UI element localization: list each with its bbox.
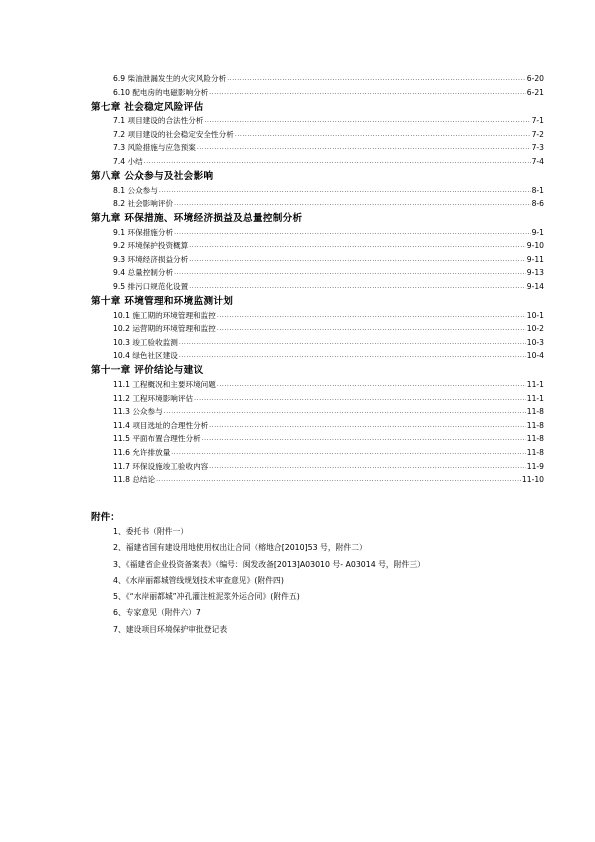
toc-page-number: 9-11 [526, 254, 544, 264]
toc-page-number: 9-10 [526, 241, 544, 251]
toc-entry[interactable] [91, 309, 544, 323]
dot-leader [179, 349, 526, 363]
dot-leader [189, 280, 526, 294]
toc-entry-title: 11.5 平面布置合理性分析 [113, 434, 201, 444]
dot-leader [144, 155, 531, 169]
attachment-item: 3、《福建省企业投资备案表》（编号：闽发改备[2013]A03010 号- A03014 号，附件三） [113, 559, 425, 569]
toc-entry-title: 7.4 小结 [113, 156, 143, 166]
attachments-title: 附件： [91, 512, 120, 523]
toc-page-number: 10-1 [526, 310, 544, 320]
dot-leader [174, 266, 526, 280]
toc-entry-title: 10.4 绿色社区建设 [113, 351, 178, 361]
toc-page-number: 11-8 [526, 420, 544, 430]
attachment-item: 1、委托书（附件一） [113, 527, 189, 536]
toc-chapter-heading[interactable]: 第八章 公众参与及社会影响 [91, 170, 214, 182]
toc-entry-title: 9.3 环境经济损益分析 [113, 254, 189, 264]
toc-entry-title: 9.2 环境保护投资概算 [113, 241, 189, 251]
toc-entry-title: 11.3 公众参与 [113, 407, 163, 417]
toc-entry[interactable] [91, 405, 544, 419]
toc-entry[interactable] [91, 239, 544, 253]
toc-entry[interactable] [91, 473, 544, 487]
dot-leader [209, 419, 526, 433]
dot-leader [174, 197, 531, 211]
toc-page-number: 11-10 [521, 475, 544, 485]
toc-entry[interactable] [91, 322, 544, 336]
toc-entry-title: 10.2 运营期的环境管理和监控 [113, 324, 216, 334]
toc-entry[interactable] [91, 266, 544, 280]
toc-entry-title: 11.7 环保设施竣工验收内容 [113, 461, 209, 471]
toc-entry[interactable] [91, 378, 544, 392]
toc-page-number: 8-1 [531, 185, 544, 195]
toc-entry-title: 7.1 项目建设的合法性分析 [113, 116, 204, 126]
toc-entry[interactable] [91, 336, 544, 350]
toc-entry[interactable] [91, 128, 544, 142]
toc-entry[interactable] [91, 86, 544, 100]
toc-page-number: 8-6 [531, 199, 544, 209]
dot-leader [174, 226, 531, 240]
toc-page-number: 11-1 [526, 380, 544, 390]
dot-leader [217, 309, 526, 323]
toc-page-number: 10-3 [526, 337, 544, 347]
toc-entry-title: 8.1 公众参与 [113, 185, 158, 195]
toc-entry-title: 10.3 竣工验收监测 [113, 337, 178, 347]
toc-entry[interactable] [91, 226, 544, 240]
dot-leader [217, 322, 526, 336]
attachments-list [113, 524, 425, 638]
toc-page-number: 7-4 [531, 156, 544, 166]
dot-leader [197, 141, 531, 155]
toc-page-number: 9-14 [526, 282, 544, 292]
toc-entry[interactable] [91, 446, 544, 460]
toc-entry[interactable] [91, 432, 544, 446]
toc-entry-title: 9.5 排污口规范化设置 [113, 282, 189, 292]
toc-chapter-heading[interactable]: 第九章 环保措施、环境经济损益及总量控制分析 [91, 213, 303, 225]
toc-page-number: 11-8 [526, 434, 544, 444]
dot-leader [194, 392, 526, 406]
toc-page-number: 6-21 [526, 87, 544, 97]
toc-entry[interactable] [91, 197, 544, 211]
toc-entry-title: 8.2 社会影响评价 [113, 199, 174, 209]
toc-entry[interactable] [91, 280, 544, 294]
toc-entry[interactable] [91, 155, 544, 169]
toc-entry[interactable] [91, 253, 544, 267]
toc-page-number: 7-2 [531, 129, 544, 139]
dot-leader [209, 86, 526, 100]
attachment-item: 5、《“水岸丽都城”冲孔灌注桩泥浆外运合同》(附件五) [113, 592, 300, 602]
toc-entry[interactable] [91, 184, 544, 198]
toc-page-number: 6-20 [526, 74, 544, 83]
toc-entry-title: 9.1 环保措施分析 [113, 227, 174, 237]
toc-page-number: 7-3 [531, 143, 544, 153]
toc-chapter-heading[interactable]: 第七章 社会稳定风险评估 [91, 101, 204, 113]
toc-entry[interactable] [91, 114, 544, 128]
toc-chapter-heading[interactable]: 第十章 环境管理和环境监测计划 [91, 296, 234, 308]
toc-entry-title: 7.3 风险措施与应急预案 [113, 143, 196, 153]
toc-page-number: 9-13 [526, 268, 544, 278]
dot-leader [217, 378, 526, 392]
toc-entry[interactable] [91, 392, 544, 406]
toc-entry-title: 6.10 配电房的电磁影响分析 [113, 87, 209, 97]
dot-leader [156, 473, 521, 487]
toc-entry-title: 11.1 工程概况和主要环境问题 [113, 380, 216, 390]
attachment-item: 7、建设项目环境保护审批登记表 [113, 624, 228, 634]
toc-entry-title: 11.2 工程环境影响评估 [113, 393, 194, 403]
toc-entry[interactable] [91, 72, 544, 86]
toc-entry[interactable] [91, 141, 544, 155]
dot-leader [179, 336, 526, 350]
toc-entry[interactable] [91, 419, 544, 433]
toc-page-number: 11-9 [526, 461, 544, 471]
attachment-item: 4、《水岸丽都城管线规划技术审查意见》(附件四) [113, 575, 284, 585]
dot-leader [209, 460, 526, 474]
dot-leader [235, 128, 531, 142]
toc-entry-title: 11.4 项目选址的合理性分析 [113, 420, 209, 430]
toc-page-number: 11-8 [526, 447, 544, 457]
table-of-contents [91, 72, 544, 487]
toc-page-number: 10-2 [526, 324, 544, 334]
toc-page-number: 10-4 [526, 351, 544, 361]
toc-entry-title: 9.4 总量控制分析 [113, 268, 174, 278]
toc-entry-title: 7.2 项目建设的社会稳定安全性分析 [113, 129, 234, 139]
dot-leader [227, 72, 526, 86]
toc-page-number: 11-1 [526, 393, 544, 403]
dot-leader [202, 432, 526, 446]
toc-page-number: 9-1 [531, 227, 544, 237]
toc-entry-title: 11.6 允许排放量 [113, 447, 171, 457]
dot-leader [204, 114, 530, 128]
attachment-item: 2、福建省国有建设用地使用权出让合同（榕地合[2010]53 号，附件二） [113, 543, 367, 553]
toc-chapter-heading[interactable]: 第十一章 评价结论与建议 [91, 365, 204, 377]
dot-leader [164, 405, 526, 419]
toc-entry-title: 6.9 柴油泄漏发生的火灾风险分析 [113, 74, 227, 83]
dot-leader [171, 446, 525, 460]
dot-leader [189, 239, 526, 253]
toc-entry[interactable] [91, 349, 544, 363]
dot-leader [189, 253, 526, 267]
toc-page-number: 7-1 [531, 116, 544, 126]
toc-entry-title: 11.8 总结论 [113, 475, 156, 485]
dot-leader [159, 184, 531, 198]
toc-entry-title: 10.1 施工期的环境管理和监控 [113, 310, 216, 320]
attachment-item: 6、专家意见（附件六）7 [113, 608, 201, 618]
toc-entry[interactable] [91, 460, 544, 474]
toc-page-number: 11-8 [526, 407, 544, 417]
